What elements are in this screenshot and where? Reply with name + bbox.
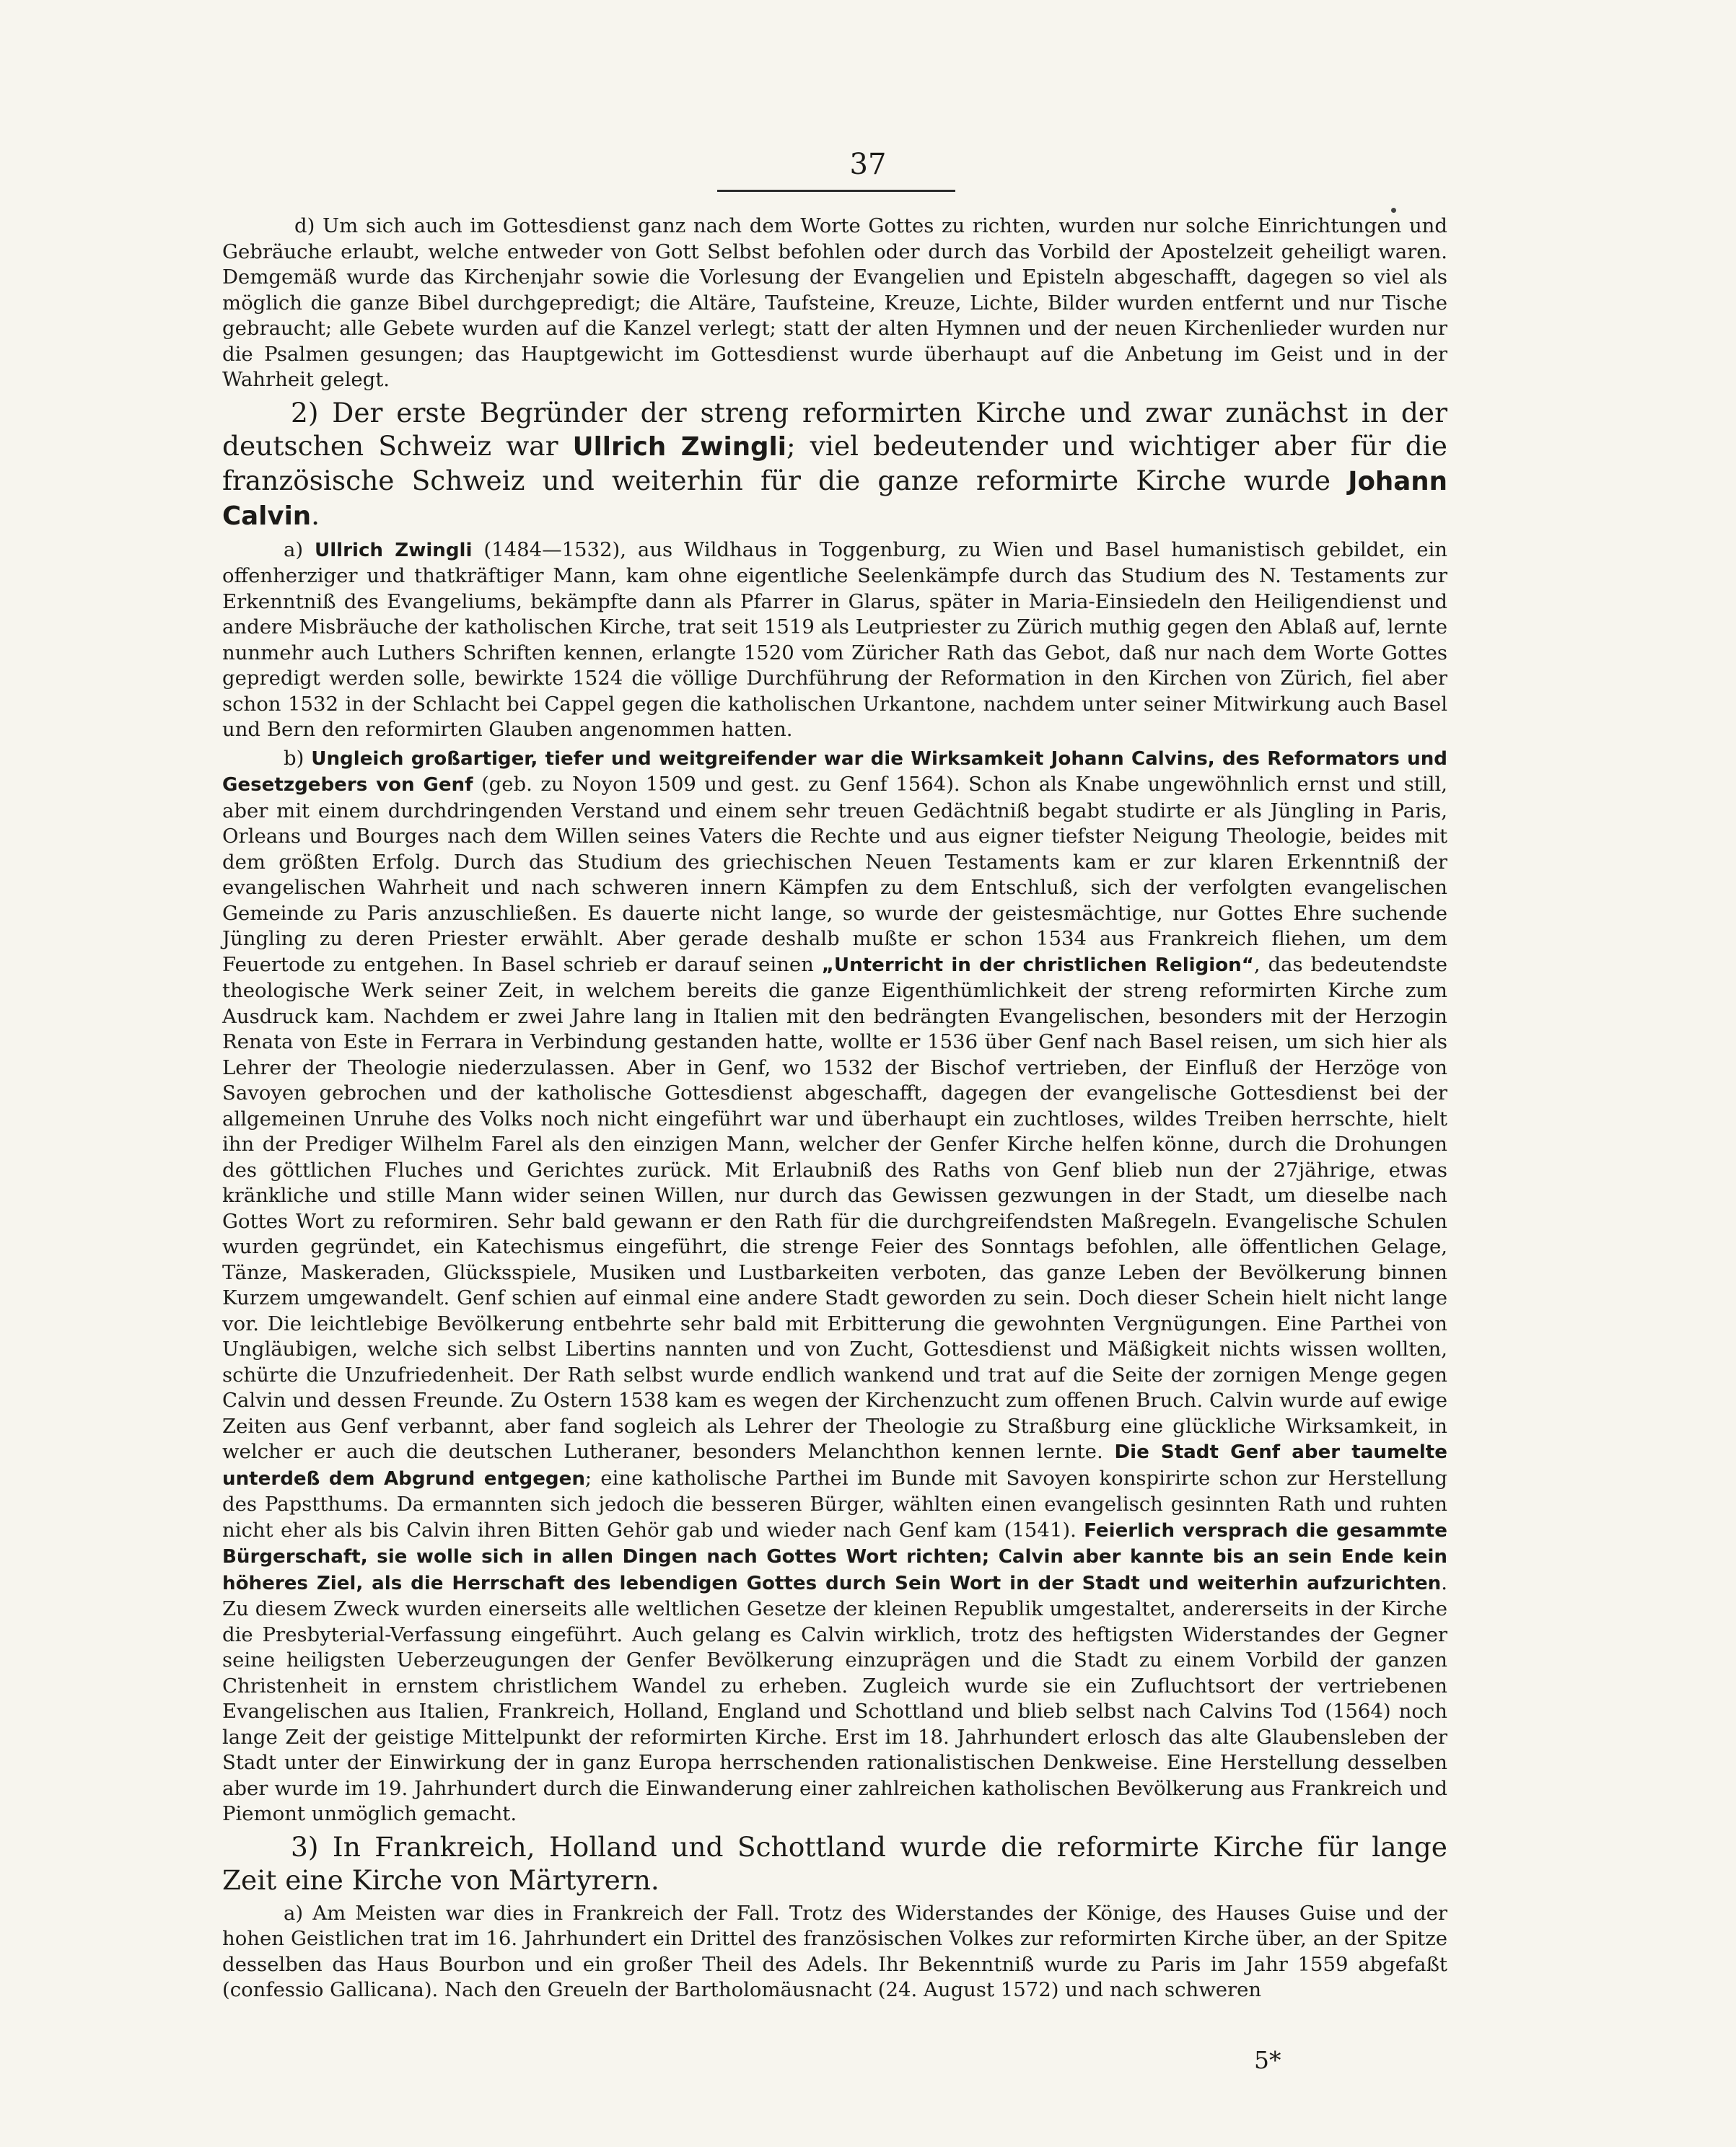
emphasis-citizens-oath: Feierlich versprach die gesammte Bürgerschaft, sie wolle sich in allen Dingen nach Gottes Wort richten; Calvin aber kannte bis an sein Ende kein höheres Ziel, als die Herrschaft des lebendigen Gottes durch Sein Wort in der Stadt und weiterhin aufzurichten (222, 1519, 1447, 1594)
name-zwingli: Ullrich Zwingli (315, 539, 473, 561)
paragraph-a-france: a) Am Meisten war dies in Frankreich der Fall. Trotz des Widerstandes der Könige, des Hauses Guise und der hohen Geistlichen trat im 16. Jahrhundert ein Drittel des französischen Volkes zur reformirten Kirche über, an der Spitze desselben das Haus Bourbon und ein großer Theil des Adels. Ihr Bekenntniß wurde zu Paris im Jahr 1559 abgefaßt (confessio Gallicana). Nach den Greueln der Bartholomäusnacht (24. August 1572) und nach schweren (222, 1901, 1447, 2001)
text-run: a) (284, 537, 315, 561)
ink-speck (1391, 208, 1396, 213)
name-calvin: Johann Calvin (222, 466, 1447, 531)
paragraph-b-calvin (222, 746, 1447, 1827)
emphasis-geneva-abyss: Die Stadt Genf aber taumelte unterdeß dem Abgrund entgegen (222, 1441, 1447, 1490)
paragraph-d-worship: d) Um sich auch im Gottesdienst ganz nach dem Worte Gottes zu richten, wurden nur solche Einrichtungen und Gebräuche erlaubt, welche entweder von Gott Selbst befohlen oder durch das Vorbild der Apostelzeit geheiligt waren. Demgemäß wurde das Kirchenjahr sowie die Vorlesung der Evangelien und Episteln abgeschafft, dagegen so viel als möglich die ganze Bibel durchgepredigt; die Altäre, Taufsteine, Kreuze, Lichte, Bilder wurden entfernt und nur Tische gebraucht; alle Gebete wurden auf die Kanzel verlegt; statt der alten Hymnen und der neuen Kirchenlieder wurden nur die Psalmen gesungen; das Hauptgewicht im Gottesdienst wurde überhaupt auf die Anbetung im Geist und in der Wahrheit gelegt. (222, 214, 1447, 391)
paragraph-3-martyrs: 3) In Frankreich, Holland und Schottland wurde die reformirte Kirche für lange Zeit eine Kirche von Märtyrern. (222, 1830, 1447, 1896)
page-body (222, 214, 1447, 2006)
emphasis-calvin: Ungleich großartiger, tiefer und weitgreifender war die Wirksamkeit Johann Calvins, des Reformators und Gesetzgebers von Genf (222, 747, 1447, 796)
text-run: , das bedeutendste theologische Werk seiner Zeit, in welchem bereits die ganze Eigenthümlichkeit der streng reformirten Kirche zum Ausdruck kam. Nachdem er zwei Jahre lang in Italien mit den bedrängten Evangelischen, besonders mit der Herzogin Renata von Este in Ferrara in Verbindung gestanden hatte, wollte er 1536 über Genf nach Basel reisen, um sich hier als Lehrer der Theologie niederzulassen. Aber in Genf, wo 1532 der Bischof vertrieben, der Einfluß der Herzöge von Savoyen gebrochen und der katholische Gottesdienst abgeschafft, dagegen der evangelische Gottesdienst bei der allgemeinen Unruhe des Volks noch nicht eingeführt war und überhaupt ein zuchtloses, wildes Treiben herrschte, hielt ihn der Prediger Wilhelm Farel als den einzigen Mann, welcher der Genfer Kirche helfen könne, durch die Drohungen des göttlichen Fluches und Gerichtes zurück. Mit Erlaubniß des Raths von Genf blieb nun der 27jährige, etwas kränkliche und stille Mann wider seinen Willen, nur durch das Gewissen gezwungen in der Stadt, um dieselbe nach Gottes Wort zu reformiren. Sehr bald gewann er den Rath für die durchgreifendsten Maßregeln. Evangelische Schulen wurden gegründet, ein Katechismus eingeführt, die strenge Feier des Sonntags befohlen, alle öffentlichen Gelage, Tänze, Maskeraden, Glücksspiele, Musiken und Lustbarkeiten verboten, das ganze Leben der Bevölkerung binnen Kurzem umgewandelt. Genf schien auf einmal eine andere Stadt geworden zu sein. Doch dieser Schein hielt nicht lange vor. Die leichtlebige Bevölkerung entbehrte sehr bald mit Erbitterung die gewohnten Vergnügungen. Eine Parthei von Ungläubigen, welche sich selbst Libertins nannten und von Zucht, Gottesdienst und Mäßigkeit nichts wissen wollten, schürte die Unzufriedenheit. Der Rath selbst wurde endlich wankend und trat auf die Seite der zornigen Menge gegen Calvin und dessen Freunde. Zu Ostern 1538 kam es wegen der Kirchenzucht zum offenen Bruch. Calvin wurde auf ewige Zeiten aus Genf verbannt, aber fand sogleich als Lehrer der Theologie zu Straßburg eine glückliche Wirksamkeit, in welcher er auch die deutschen Lutheraner, besonders Melanchthon kennen lernte. (222, 952, 1448, 1463)
text-run: (1484—1532), aus Wildhaus in Toggenburg, zu Wien und Basel humanistisch gebildet, ein offenherziger und thatkräftiger Mann, kam ohne eigentliche Seelenkämpfe durch das Studium des N. Testaments zur Erkenntniß des Evangeliums, bekämpfte dann als Pfarrer in Glarus, später in Maria-Einsiedeln den Heiligendienst und andere Misbräuche der katholischen Kirche, trat seit 1519 als Leutpriester zu Zürich muthig gegen den Ablaß auf, lernte nunmehr auch Luthers Schriften kennen, erlangte 1520 vom Züricher Rath das Gebot, daß nur nach dem Worte Gottes gepredigt werden solle, bewirkte 1524 die völlige Durchführung der Reformation in den Kirchen von Zürich, fiel aber schon 1532 in der Schlacht bei Cappel gegen die katholischen Urkantone, nachdem unter seiner Mitwirkung auch Basel und Bern den reformirten Glauben angenommen hatten. (222, 537, 1447, 741)
text-run: b) (284, 746, 312, 770)
paragraph-a-zwingli (222, 537, 1447, 743)
text-run: ; viel bedeutender und wichtiger aber für die französische Schweiz und weiterhin für die ganze reformirte Kirche wurde (222, 429, 1447, 496)
sheet-signature: 5* (1254, 2046, 1281, 2074)
text-run: 2) Der erste Begründer der streng reformirten Kirche und zwar zunächst in der deutschen Schweiz war (222, 396, 1447, 462)
page-number: 37 (849, 148, 887, 181)
text-run: . (311, 499, 320, 531)
text-run: ; eine katholische Parthei im Bunde mit Savoyen konspirirte schon zur Herstellung des Papstthums. Da ermannten sich jedoch die besseren Bürger, wählten einen evangelisch gesinnten Rath und ruhten nicht eher als bis Calvin ihren Bitten Gehör gab und wieder nach Genf kam (1541). (222, 1466, 1447, 1542)
name-zwingli: Ullrich Zwingli (572, 431, 786, 462)
text-run: (geb. zu Noyon 1509 und gest. zu Genf 1564). Schon als Knabe ungewöhnlich ernst und still, aber mit einem durchdringenden Verstand und einem sehr treuen Gedächtniß begabt studirte er als Jüngling in Paris, Orleans und Bourges nach dem Willen seines Vaters die Rechte und aus eigner tiefster Neigung Theologie, beides mit dem größten Erfolg. Durch das Studium des griechischen Neuen Testaments kam er zur klaren Erkenntniß der evangelischen Wahrheit und nach schweren innern Kämpfen zu dem Entschluß, sich der verfolgten evangelischen Gemeinde zu Paris anzuschließen. Es dauerte nicht lange, so wurde der geistesmächtige, nur Gottes Ehre suchende Jüngling zu deren Priester erwählt. Aber gerade deshalb mußte er schon 1534 aus Frankreich fliehen, um dem Feuertode zu entgehen. In Basel schrieb er darauf seinen (222, 773, 1447, 976)
text-run: . Zu diesem Zweck wurden einerseits alle weltlichen Gesetze der kleinen Republik umgestaltet, andererseits in der Kirche die Presbyterial-Verfassung eingeführt. Auch gelang es Calvin wirklich, trotz des heftigsten Widerstandes der Gegner seine heiligsten Ueberzeugungen der Genfer Bevölkerung einzuprägen und die Stadt zu einem Vorbild der ganzen Christenheit in ernstem christlichem Wandel zu erheben. Zugleich wurde sie ein Zufluchtsort der vertriebenen Evangelischen aus Italien, Frankreich, Holland, England und Schottland und blieb selbst nach Calvins Tod (1564) noch lange Zeit der geistige Mittelpunkt der reformirten Kirche. Erst im 18. Jahrhundert erlosch das alte Glaubensleben der Stadt unter der Einwirkung der in ganz Europa herrschenden rationalistischen Denkweise. Eine Herstellung desselben aber wurde im 19. Jahrhundert durch die Einwanderung einer zahlreichen katholischen Bevölkerung aus Frankreich und Piemont unmöglich gemacht. (222, 1571, 1447, 1825)
header-rule (717, 190, 955, 192)
paragraph-2-founders (222, 396, 1447, 533)
emphasis-institutes: „Unterricht in der christlichen Religion“ (821, 954, 1254, 976)
